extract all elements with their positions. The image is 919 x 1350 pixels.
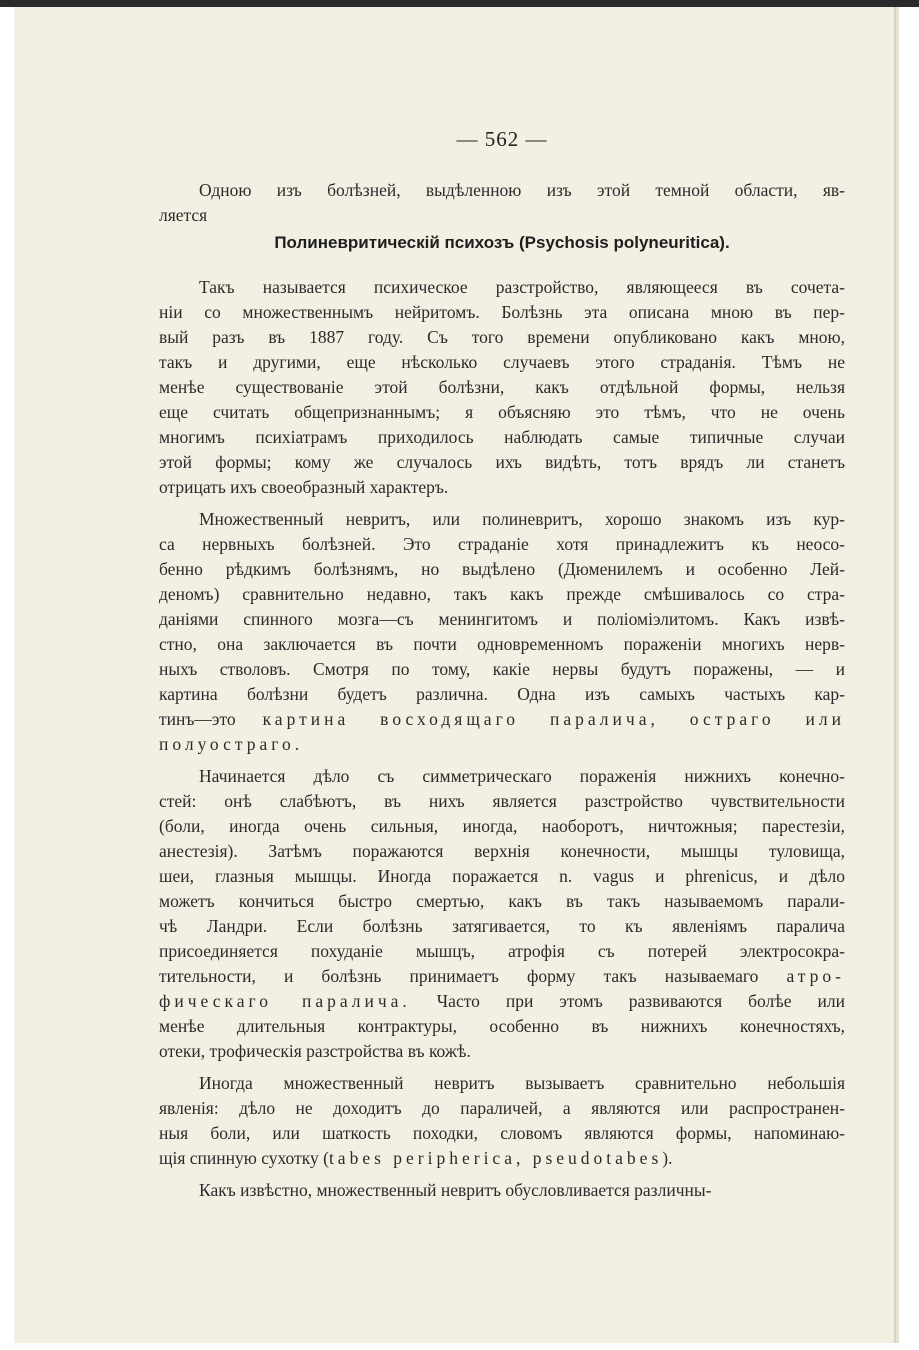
text-line: еще считать общепризнаннымъ; я объясняю это тѣмъ, что не очень: [159, 402, 845, 422]
spaced-text: полуостраго.: [159, 734, 304, 754]
paragraph-1: [159, 275, 845, 500]
spaced-text: tabes peripherica, pseudotabes: [328, 1148, 663, 1168]
paragraph-4: [159, 1071, 845, 1171]
text-line: отрицать ихъ своеобразный характеръ.: [159, 477, 449, 497]
text-line: присоединяется похуданіе мышцъ, атрофія съ потерей электросокра-: [159, 941, 845, 961]
section-title: Полиневритическій психозъ (Psychosis polyneuritica).: [274, 233, 730, 252]
text-line: [159, 1146, 845, 1171]
text-line: Такъ называется психическое разстройство, являющееся въ сочета-: [199, 277, 845, 297]
text-line: са нервныхъ болѣзней. Это страданіе хотя принадлежитъ къ неосо-: [159, 534, 845, 554]
text-line: [159, 964, 845, 989]
text-line: такъ и другими, еще нѣсколько случаевъ этого страданія. Тѣмъ не: [159, 352, 845, 372]
intro-paragraph: [159, 178, 845, 228]
text-line: чѣ Ландри. Если болѣзнь затягивается, то къ явленіямъ паралича: [159, 916, 845, 936]
text-line: (боли, иногда очень сильныя, иногда, наоборотъ, ничтожныя; парестезіи,: [159, 816, 845, 836]
text-line: даніями спинного мозга—съ менингитомъ и поліоміэлитомъ. Какъ извѣ-: [159, 609, 845, 629]
text-line: Начинается дѣло съ симметрическаго пораженія нижнихъ конечно-: [199, 766, 845, 786]
page-text: [159, 127, 845, 1203]
text-line: Одною изъ болѣзней, выдѣленною изъ этой темной области, яв-: [199, 180, 845, 200]
text-line: Какъ извѣстно, множественный невритъ обусловливается различны-: [199, 1180, 712, 1200]
text-line: этой формы; кому же случалось ихъ видѣть, тотъ врядъ ли станетъ: [159, 452, 845, 472]
text-line: многимъ психіатрамъ приходилось наблюдать самые типичные случаи: [159, 427, 845, 447]
text-line: бенно рѣдкимъ болѣзнямъ, но выдѣлено (Дюменилемъ и особенно Лей-: [159, 559, 845, 579]
text-line: ныя боли, или шаткость походки, словомъ являются формы, напоминаю-: [159, 1123, 845, 1143]
book-edge: [0, 0, 919, 7]
paragraph-3: [159, 764, 845, 1064]
text-line: [159, 989, 845, 1014]
text-line: менѣе длительныя контрактуры, особенно въ нижнихъ конечностяхъ,: [159, 1016, 845, 1036]
spaced-text: атро-: [786, 966, 845, 986]
text-line: менѣе существованіе этой болѣзни, какъ отдѣльной формы, нельзя: [159, 377, 845, 397]
text-line: вый разъ въ 1887 году. Съ того времени опубликовано какъ мною,: [159, 327, 845, 347]
text-line: ніи со множественнымъ нейритомъ. Болѣзнь эта описана мною въ пер-: [159, 302, 845, 322]
text-line: ныхъ стволовъ. Смотря по тому, какіе нервы будутъ поражены, — и: [159, 659, 845, 679]
text-line: Иногда множественный невритъ вызываетъ сравнительно небольшія: [199, 1073, 845, 1093]
text-line: явленія: дѣло не доходитъ до параличей, а являются или распространен-: [159, 1098, 845, 1118]
text-run: тительности, и болѣзнь принимаетъ форму такъ называемаго: [159, 966, 759, 986]
text-line: [159, 707, 845, 732]
text-line: картина болѣзни будетъ различна. Одна изъ самыхъ частыхъ кар-: [159, 684, 845, 704]
text-line: стей: онѣ слабѣютъ, въ нихъ является разстройство чувствительности: [159, 791, 845, 811]
page-number: — 562 —: [456, 127, 548, 151]
paragraph-2: [159, 507, 845, 757]
spaced-text: картина восходящаго паралича, остраго или: [262, 709, 845, 729]
text-run: тинъ—это: [159, 709, 236, 729]
text-run: ).: [662, 1148, 673, 1168]
text-line: анестезія). Затѣмъ поражаются верхнія конечности, мышцы туловища,: [159, 841, 845, 861]
text-line: можетъ кончиться быстро смертью, какъ въ такъ называемомъ парали-: [159, 891, 845, 911]
text-run: Часто при этомъ развиваются болѣе или: [436, 991, 845, 1011]
text-line: шеи, глазныя мышцы. Иногда поражается n. vagus и phrenicus, и дѣло: [159, 866, 845, 886]
book-page: [14, 7, 896, 1343]
text-line: отеки, трофическія разстройства въ кожѣ.: [159, 1041, 471, 1061]
text-line: Множественный невритъ, или полиневритъ, хорошо знакомъ изъ кур-: [199, 509, 845, 529]
text-line: стно, она заключается въ почти одновременномъ пораженіи многихъ нерв-: [159, 634, 845, 654]
text-run: щія спинную сухотку (: [159, 1148, 329, 1168]
spaced-text: фическаго паралича.: [159, 991, 411, 1011]
text-line: ляется: [159, 205, 208, 225]
text-line: деномъ) сравнительно недавно, такъ какъ прежде смѣшивалось со стра-: [159, 584, 845, 604]
paragraph-5: [159, 1178, 845, 1203]
